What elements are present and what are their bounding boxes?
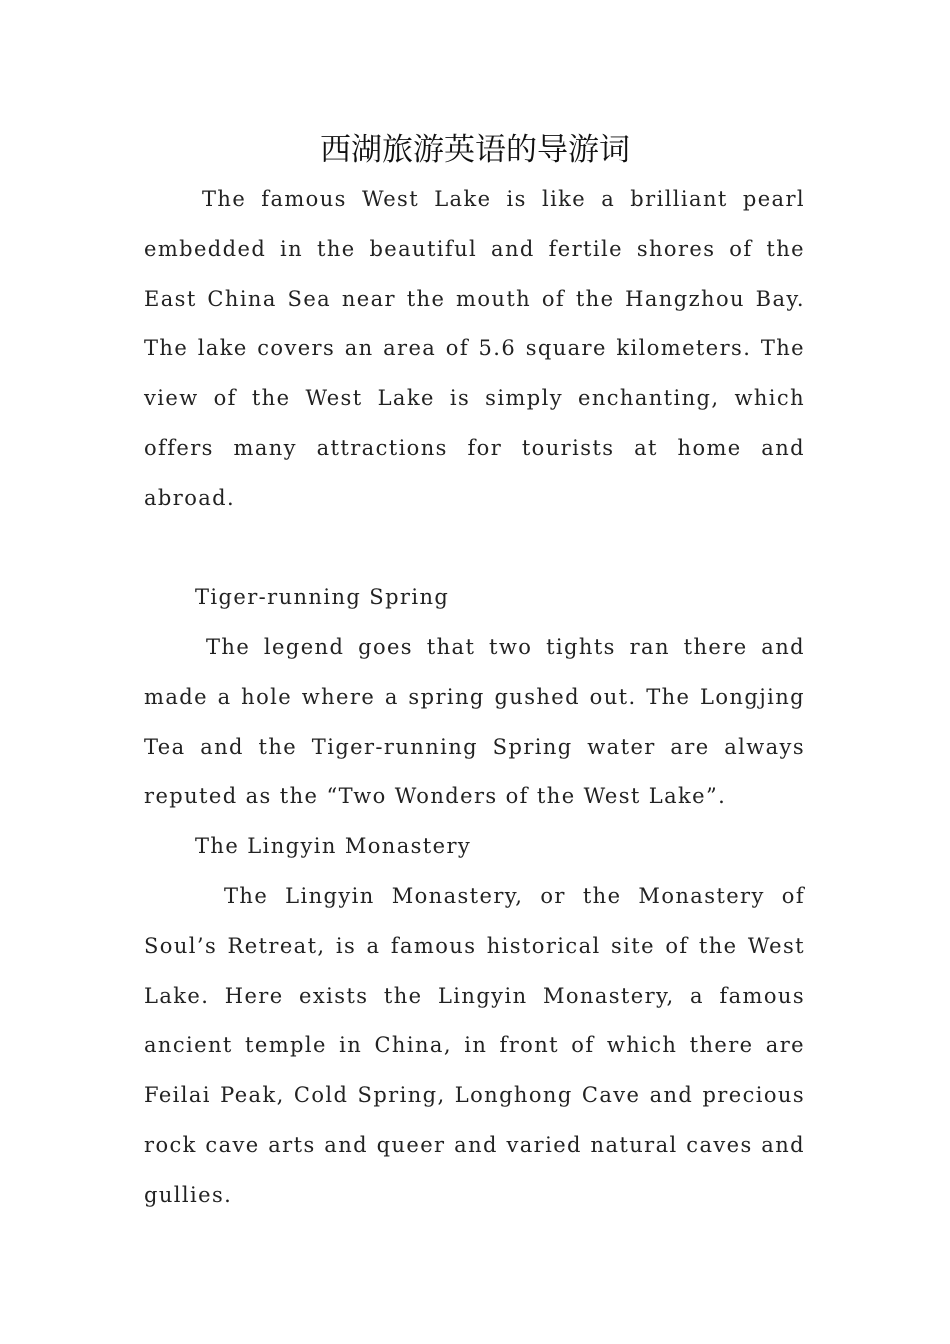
- document-title: 西湖旅游英语的导游词: [320, 132, 630, 168]
- lingyin-monastery-paragraph: The Lingyin Monastery, or the Monastery of Soul’s Retreat, is a famous historical site of the West Lake. Here exists the Lingyin Monastery, a famous ancient temple in China, in front of which there are Feilai Peak, Cold Spring, Longhong Cave and precious rock cave arts and queer and varied natural caves and gullies.: [144, 884, 805, 1207]
- tiger-running-spring-paragraph: The legend goes that two tights ran there and made a hole where a spring gushed out. The Longjing Tea and the Tiger-running Spring water are always reputed as the “Two Wonders of the West Lake”.: [144, 635, 805, 809]
- section-heading-lingyin-monastery: The Lingyin Monastery: [195, 834, 472, 858]
- intro-paragraph: The famous West Lake is like a brilliant pearl embedded in the beautiful and fertile shores of the East China Sea near the mouth of the Hangzhou Bay. The lake covers an area of 5.6 square kilometers. The view of the West Lake is simply enchanting, which offers many attractions for tourists at home and abroad.: [144, 187, 805, 510]
- section-heading-tiger-running-spring: Tiger-running Spring: [195, 585, 450, 609]
